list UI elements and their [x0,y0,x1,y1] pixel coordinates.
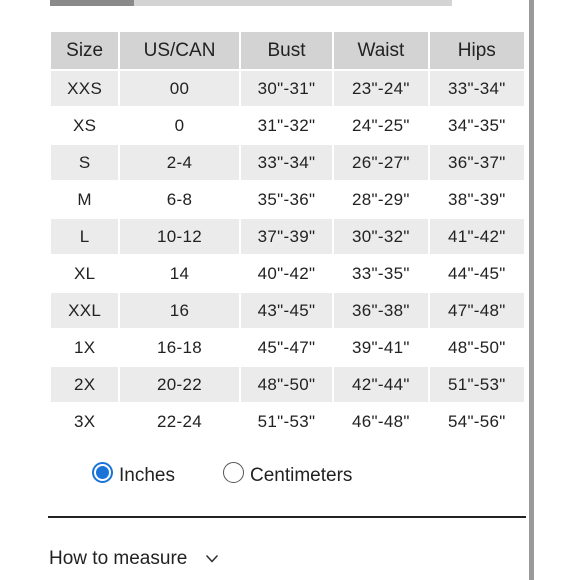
cell-hips: 54"-56" [430,404,524,439]
cell-size: 1X [51,330,118,365]
cell-size: XXS [51,71,118,106]
unit-centimeters-label[interactable]: Centimeters [250,465,353,486]
radio-checked-icon[interactable] [92,462,113,483]
table-row [51,256,524,291]
cell-bust: 48"-50" [241,367,332,402]
cell-waist: 36"-38" [334,293,427,328]
radio-dot-icon [96,466,109,479]
cell-hips: 34"-35" [430,108,524,143]
cell-hips: 33"-34" [430,71,524,106]
table-row [51,404,524,439]
cell-waist: 28"-29" [334,182,427,217]
column-header-us-can: US/CAN [120,32,239,69]
cell-us-can: 0 [120,108,239,143]
table-row [51,182,524,217]
table-row [51,108,524,143]
cell-hips: 51"-53" [430,367,524,402]
table-row [51,219,524,254]
section-divider [48,516,526,518]
cell-waist: 42"-44" [334,367,427,402]
cell-hips: 41"-42" [430,219,524,254]
cell-size: L [51,219,118,254]
cell-hips: 38"-39" [430,182,524,217]
cell-bust: 31"-32" [241,108,332,143]
how-to-measure-label[interactable]: How to measure [49,548,188,569]
cell-us-can: 00 [120,71,239,106]
how-to-measure-toggle[interactable] [49,548,219,570]
cell-us-can: 16 [120,293,239,328]
cell-us-can: 14 [120,256,239,291]
vertical-scrollbar[interactable] [529,0,534,580]
table-row [51,145,524,180]
cell-hips: 47"-48" [430,293,524,328]
cell-hips: 36"-37" [430,145,524,180]
cell-waist: 39"-41" [334,330,427,365]
cell-bust: 51"-53" [241,404,332,439]
cell-us-can: 20-22 [120,367,239,402]
cell-waist: 46"-48" [334,404,427,439]
horizontal-scroll-thumb[interactable] [50,0,134,6]
cell-us-can: 6-8 [120,182,239,217]
cell-hips: 44"-45" [430,256,524,291]
cell-bust: 43"-45" [241,293,332,328]
size-chart-table [49,30,526,441]
unit-inches-radio[interactable] [92,461,175,491]
cell-bust: 37"-39" [241,219,332,254]
horizontal-scroll-track[interactable] [50,0,452,6]
cell-size: 2X [51,367,118,402]
radio-unchecked-icon[interactable] [223,462,244,483]
cell-waist: 30"-32" [334,219,427,254]
table-row [51,293,524,328]
cell-waist: 26"-27" [334,145,427,180]
cell-hips: 48"-50" [430,330,524,365]
cell-waist: 23"-24" [334,71,427,106]
cell-size: XS [51,108,118,143]
column-header-size: Size [51,32,118,69]
cell-us-can: 22-24 [120,404,239,439]
table-row [51,367,524,402]
cell-size: XL [51,256,118,291]
cell-us-can: 16-18 [120,330,239,365]
column-header-hips: Hips [430,32,524,69]
cell-bust: 35"-36" [241,182,332,217]
chevron-down-icon[interactable] [205,554,219,564]
cell-size: S [51,145,118,180]
cell-waist: 33"-35" [334,256,427,291]
table-header-row [51,32,524,69]
unit-centimeters-radio[interactable] [223,461,352,491]
cell-bust: 40"-42" [241,256,332,291]
table-row [51,330,524,365]
cell-bust: 30"-31" [241,71,332,106]
cell-us-can: 10-12 [120,219,239,254]
cell-size: XXL [51,293,118,328]
column-header-bust: Bust [241,32,332,69]
cell-bust: 45"-47" [241,330,332,365]
cell-waist: 24"-25" [334,108,427,143]
column-header-waist: Waist [334,32,427,69]
table-row [51,71,524,106]
unit-inches-label[interactable]: Inches [119,465,175,486]
cell-size: M [51,182,118,217]
cell-size: 3X [51,404,118,439]
cell-bust: 33"-34" [241,145,332,180]
cell-us-can: 2-4 [120,145,239,180]
